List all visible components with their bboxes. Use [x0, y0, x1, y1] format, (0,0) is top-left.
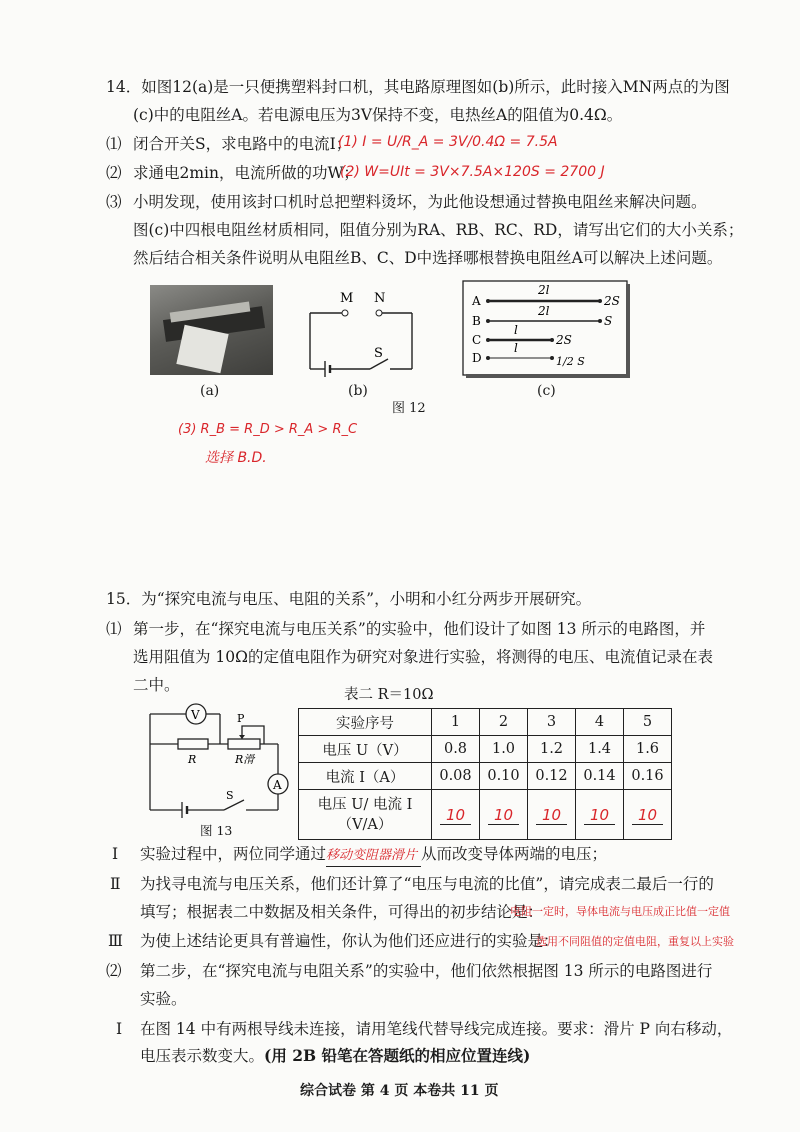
q14-part3-number: ⑶: [106, 193, 122, 211]
voltmeter-label: V: [191, 708, 200, 722]
q14-part3-line3: 然后结合相关条件说明从电阻丝B、C、D中选择哪根替换电阻丝A可以解决上述问题。: [133, 249, 723, 267]
ratio-answer: 10: [536, 806, 567, 825]
q15-ii-line2: 填写；根据表二中数据及相关条件，可得出的初步结论是：: [140, 903, 544, 921]
table-cell: [528, 790, 576, 840]
slider-p-label: P: [237, 712, 245, 725]
fig12b-label: (b): [348, 383, 368, 399]
table-cell: 1.0: [480, 736, 528, 763]
q15-i-text: [140, 843, 607, 867]
q14-line1: 14．如图12(a)是一只便携塑料封口机，其电路原理图如(b)所示，此时接入MN两点的为图: [106, 78, 730, 96]
table-cell: 0.14: [576, 763, 624, 790]
fig12c-label: (c): [537, 383, 556, 399]
page-footer: 综合试卷 第 4 页 本卷共 11 页: [300, 1083, 499, 1099]
q15-iii-number: Ⅲ: [108, 932, 123, 950]
ratio-label-cell: [299, 790, 432, 840]
fig13-circuit: [140, 700, 300, 840]
wire-c-name: C: [472, 333, 482, 347]
q14-part2-handwritten-answer: (2) W=UIt = 3V×7.5A×120S = 2700 J: [340, 164, 605, 180]
q14-part3-line2: 图(c)中四根电阻丝材质相同，阻值分别为RA、RB、RC、RD，请写出它们的大小关系；: [133, 221, 744, 239]
fig12b-n-label: N: [374, 291, 386, 306]
table-cell: 0.10: [480, 763, 528, 790]
table-cell: [480, 790, 528, 840]
q15-part1-line1: 第一步，在“探究电流与电压关系”的实验中，他们设计了如图 13 所示的电路图，并: [133, 620, 706, 638]
q15-i-number: Ⅰ: [112, 845, 119, 863]
q15-part2-i-line2a: 电压表示数变大。: [140, 1047, 265, 1065]
q15-part2-i-line1: 在图 14 中有两根导线未连接，请用笔线代替导线完成连接。要求：滑片 P 向右移动，: [140, 1020, 733, 1038]
q15-part1-line2: 选用阻值为 10Ω的定值电阻作为研究对象进行实验，将测得的电压、电流值记录在表: [133, 648, 714, 666]
q15-part2-i-number: Ⅰ: [116, 1020, 123, 1038]
sealer-photo: [150, 285, 273, 375]
q15-ii-line1: 为找寻电流与电压关系，他们还计算了“电压与电流的比值”，请完成表二最后一行的: [140, 875, 714, 893]
table-row: [299, 736, 672, 763]
q15-part1-number: ⑴: [106, 620, 122, 638]
q15-iii-text: 为使上述结论更具有普遍性，你认为他们还应进行的实验是：: [140, 932, 559, 950]
table-header-cell: 2: [480, 709, 528, 736]
q15-part2-i-line2: [140, 1045, 530, 1067]
fig12-title: 图 12: [392, 401, 426, 416]
table-cell: 1.2: [528, 736, 576, 763]
q15-ii-number: Ⅱ: [110, 875, 121, 893]
wire-b-length: 2l: [538, 304, 550, 318]
q15-ii-handwritten-answer: 电阻一定时，导体电流与电压成正比值一定值: [510, 905, 730, 918]
q14-part3-handwritten-relation: (3) R_B = R_D > R_A > R_C: [178, 422, 358, 437]
wire-c-area: 2S: [556, 333, 572, 347]
voltage-label-cell: 电压 U（V）: [299, 736, 432, 763]
table-cell: [624, 790, 672, 840]
q15-i-handwritten-answer: 移动变阻器滑片: [326, 848, 418, 863]
q15-i-text-b: 从而改变导体两端的电压；: [421, 845, 608, 863]
q15-part2-line1: 第二步，在“探究电流与电阻关系”的实验中，他们依然根据图 13 所示的电路图进行: [140, 962, 713, 980]
q14-part3-handwritten-choice: 选择 B.D.: [205, 450, 267, 466]
table-header-cell: 5: [624, 709, 672, 736]
fig12b-m-label: M: [340, 291, 354, 306]
ratio-label-line1: 电压 U/ 电流 I: [317, 796, 413, 813]
wire-b-name: B: [472, 314, 481, 328]
table-cell: 0.8: [432, 736, 480, 763]
table-row: [299, 763, 672, 790]
fig12b-switch-label: S: [374, 346, 383, 361]
ratio-answer: 10: [632, 806, 663, 825]
q15-part1-line3: 二中。: [133, 676, 180, 694]
wire-a-length: 2l: [538, 283, 550, 297]
wire-d-area: 1/2 S: [556, 355, 585, 368]
table-cell: 0.08: [432, 763, 480, 790]
current-label-cell: 电流 I（A）: [299, 763, 432, 790]
q14-part1-text: 闭合开关S，求电路中的电流I；: [133, 135, 352, 153]
table2-title: 表二 R＝10Ω: [344, 687, 434, 703]
table-header-cell: 1: [432, 709, 480, 736]
wire-c-length: l: [514, 323, 518, 337]
wire-b-area: S: [604, 314, 613, 328]
resistor-r-label: R: [188, 753, 197, 766]
ratio-label-line2: （V/A）: [337, 816, 393, 833]
table-cell: [576, 790, 624, 840]
table-cell: 1.4: [576, 736, 624, 763]
table-row: [299, 709, 672, 736]
q15-part2-number: ⑵: [106, 962, 122, 980]
table-row: [299, 790, 672, 840]
fig13-title: 图 13: [200, 823, 233, 838]
table2: [298, 708, 672, 840]
wire-a-area: 2S: [604, 294, 620, 308]
table-cell: 0.16: [624, 763, 672, 790]
q15-part2-i-note: (用 2B 铅笔在答题纸的相应位置连线): [264, 1046, 531, 1065]
rheostat-label: R滑: [235, 753, 255, 766]
table-cell: 1.6: [624, 736, 672, 763]
table-cell: 0.12: [528, 763, 576, 790]
wire-d-name: D: [472, 351, 482, 365]
q15-line1: 15．为“探究电流与电压、电阻的关系”，小明和小红分两步开展研究。: [106, 590, 592, 608]
q14-part1-number: ⑴: [106, 135, 122, 153]
wire-a-name: A: [472, 294, 481, 308]
table-header-cell: 3: [528, 709, 576, 736]
ratio-answer: 10: [584, 806, 615, 825]
ratio-answer: 10: [488, 806, 519, 825]
q15-i-text-a: 实验过程中，两位同学通过: [140, 845, 327, 863]
table-header-cell: 4: [576, 709, 624, 736]
ammeter-label: A: [273, 778, 282, 792]
ratio-answer: 10: [440, 806, 471, 825]
fig13-switch-label: S: [226, 789, 234, 802]
fig12c-wires: [462, 280, 634, 378]
q15-i-blank: [326, 843, 421, 867]
q14-part3-line1: 小明发现，使用该封口机时总把塑料烫坏，为此他设想通过替换电阻丝来解决问题。: [133, 193, 707, 211]
fig12a-label: (a): [200, 383, 220, 399]
q14-part2-number: ⑵: [106, 164, 122, 182]
q15-part2-line2: 实验。: [140, 990, 187, 1008]
q14-line2: (c)中的电阻丝A。若电源电压为3V保持不变，电热丝A的阻值为0.4Ω。: [133, 106, 623, 124]
table-cell: [432, 790, 480, 840]
q14-part1-handwritten-answer: (1) I = U/R_A = 3V/0.4Ω = 7.5A: [338, 134, 558, 150]
table-header-cell: 实验序号: [299, 709, 432, 736]
q15-iii-handwritten-answer: 选用不同阻值的定值电阻，重复以上实验: [536, 935, 734, 948]
fig12b-circuit: [300, 285, 420, 380]
wire-d-length: l: [514, 341, 518, 355]
q14-part2-text: 求通电2min，电流所做的功W；: [133, 164, 359, 182]
